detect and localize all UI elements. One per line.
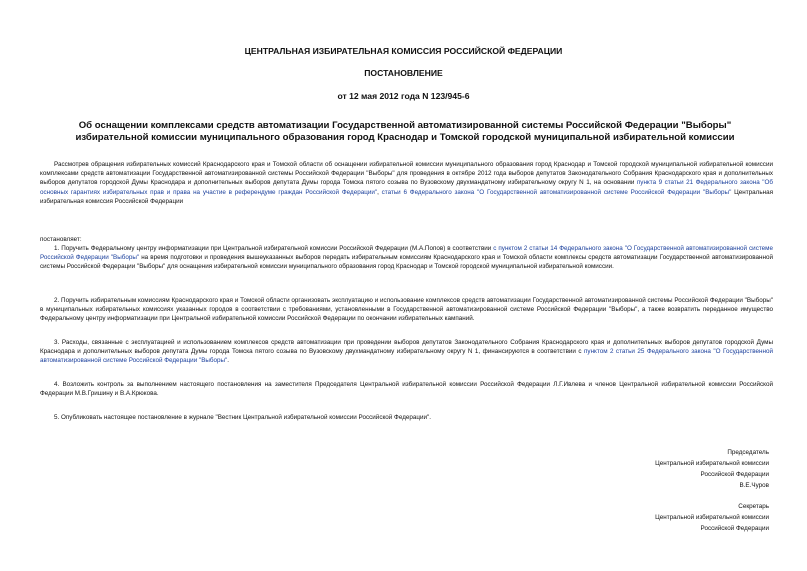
- item-5-paragraph: 5. Опубликовать настоящее постановление в журнале "Вестник Центральной избирательной комиссии Российской Федерации".: [54, 414, 432, 421]
- signature-line: Председатель: [727, 449, 769, 456]
- signature-line: Российской Федерации: [700, 525, 769, 532]
- law-link-art14[interactable]: с пунктом 2 статьи 14 Федерального закона "О Государственной автоматизированной системе Российской Федерации "Выборы": [40, 245, 773, 262]
- item-1-text-1: 1. Поручить Федеральному центру информатизации при Центральной избирательной комиссии Российской Федерации (М.А.Попов) в соответствии: [54, 245, 494, 252]
- issuing-authority: ЦЕНТРАЛЬНАЯ ИЗБИРАТЕЛЬНАЯ КОМИССИЯ РОССИЙСКОЙ ФЕДЕРАЦИИ: [244, 46, 563, 56]
- item-2-paragraph: 2. Поручить избирательным комиссиям Краснодарского края и Томской области организовать эксплуатацию и использование комплексов средств автоматизации Государственной автоматизированной системы Российской Федерации "Выборы" в муниципальных избирательных комиссиях указанных городов в соответствии с требованиями, установленными в Государственной автоматизированной системе Российской Федерации "Выборы", а также возвратить переданное имущество Федеральному центру информатизации при Центральной избирательной комиссии Российской Федерации по окончании избирательных кампаний.: [40, 297, 773, 323]
- chairman-signature-block: [569, 447, 769, 491]
- preamble-text-2: ,: [377, 188, 382, 196]
- item-4-paragraph: 4. Возложить контроль за выполнением настоящего постановления на заместителя Председателя Центральной избирательной комиссии Российской Федерации Л.Г.Ивлева и членов Центральной избирательной комиссии Российской Федерации М.В.Гришину и В.А.Крюкова.: [40, 381, 773, 398]
- signature-line: Секретарь: [738, 503, 769, 510]
- item-3-text-1: 3. Расходы, связанные с эксплуатацией и использованием комплексов средств автоматизации при проведении выборов депутатов Законодательного Собрания Краснодарского края и дополнительных выборов депутатов городской Думы Краснодара и дополнительных выборов депутата Думы города Томска пятого созыва по Вузовскому двухмандатному избирательному округу N 1, финансируются в соответствии с: [40, 339, 773, 356]
- signature-line: Центральной избирательной комиссии: [655, 514, 769, 521]
- signature-line: Российской Федерации: [700, 471, 769, 478]
- document-type: ПОСТАНОВЛЕНИЕ: [364, 68, 443, 78]
- law-link-gas-vybory-art6[interactable]: статьи 6 Федерального закона "О Государственной автоматизированной системе Российской Федерации "Выборы": [381, 188, 732, 196]
- resolves-label: постановляет:: [40, 236, 82, 243]
- signature-name: В.Е.Чуров: [739, 482, 769, 489]
- law-link-guarantees[interactable]: пункта 9 статьи 21 Федерального закона "Об основных гарантиях избирательных прав и права на участие в референдуме граждан Российской Федерации": [40, 179, 773, 196]
- item-1-text-2: на время подготовки и проведения вышеуказанных выборов передать избирательным комиссиям Краснодарского края и Томской области комплексы средств автоматизации Государственной автоматизированной системы Российской Федерации "Выборы" для оснащения избирательной комиссии муниципального образования город Краснодар и Томской городской муниципальной избирательной комиссии.: [40, 254, 773, 271]
- item-1-paragraph: [40, 244, 773, 272]
- item-3-paragraph: [40, 338, 773, 366]
- item-3-text-2: .: [227, 357, 230, 365]
- document-date-number: от 12 мая 2012 года N 123/945-6: [337, 91, 470, 101]
- signature-line: Центральной избирательной комиссии: [655, 460, 769, 467]
- preamble-paragraph: [40, 160, 773, 206]
- preamble-text-3: Центральная избирательная комиссия Российской Федерации: [40, 188, 774, 205]
- document-subject: Об оснащении комплексами средств автоматизации Государственной автоматизированной системы Российской Федерации "Выборы" избирательной комиссии муниципального образования город Краснодар и Томской городской муниципальной избирательной комиссии: [75, 120, 735, 143]
- preamble-text-1: Рассмотрев обращения избирательных комиссий Краснодарского края и Томской области об оснащении избирательной комиссии муниципального образования город Краснодар и Томской городской муниципальной избирательной комиссии комплексами средств автоматизации Государственной автоматизированной системы Российской Федерации "Выборы" для проведения в октябре 2012 года выборов депутатов Законодательного Собрания Краснодарского края и дополнительных выборов депутатов городской Думы Краснодара и дополнительных выборов депутата Думы города Томска пятого созыва по Вузовскому двухмандатному избирательному округу N 1, на основании: [40, 161, 773, 187]
- secretary-signature-block: [569, 501, 769, 534]
- law-link-art25[interactable]: пунктом 2 статьи 25 Федерального закона "О Государственной автоматизированной системе Российской Федерации "Выборы": [40, 348, 773, 365]
